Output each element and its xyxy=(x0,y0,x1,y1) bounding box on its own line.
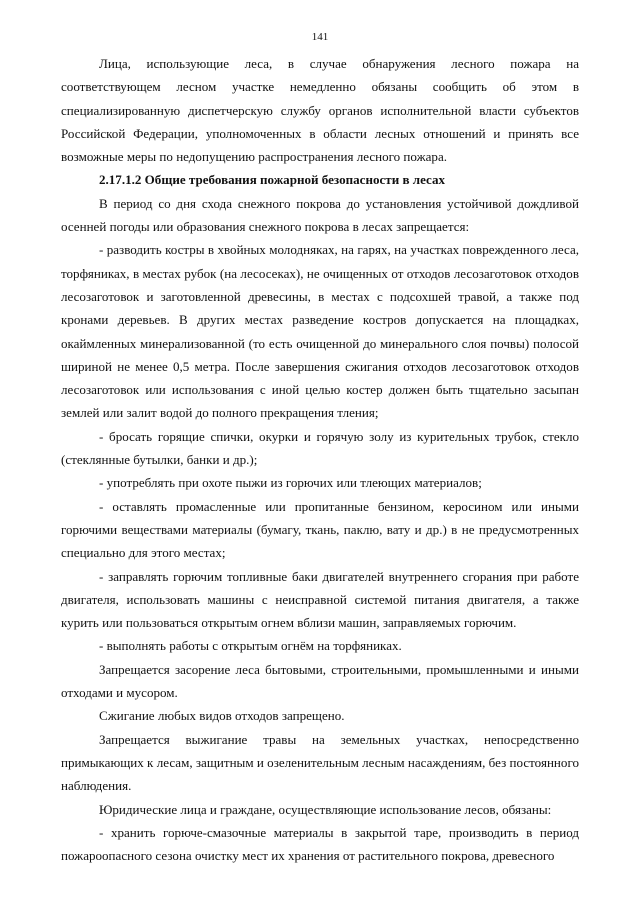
page-number: 141 xyxy=(311,31,329,43)
paragraph-grass-burning: Запрещается выжигание травы на земельных участках, непосредственно примыкающих к лесам, защитным и озеленительным лесным насаждениям, без постоянного наблюдения. xyxy=(61,731,579,794)
list-item-matches: - бросать горящие спички, окурки и горячую золу из курительных трубок, стекло (стеклянные бутылки, банки и др.); xyxy=(61,428,579,468)
paragraph-obligations: Юридические лица и граждане, осуществляющие использование лесов, обязаны: xyxy=(99,801,552,817)
section-heading: 2.17.1.2 Общие требования пожарной безопасности в лесах xyxy=(99,172,446,188)
list-item-peat-works: - выполнять работы с открытым огнём на торфяниках. xyxy=(99,638,402,654)
list-item-refueling: - заправлять горючим топливные баки двигателей внутреннего сгорания при работе двигателя, использовать машины с неисправной системой питания двигателя, а также курить или пользоваться открытым огнем вблизи машин, заправляемых горючим. xyxy=(61,568,579,631)
paragraph-fire-notification: Лица, использующие леса, в случае обнаружения лесного пожара на соответствующем лесном участке немедленно обязаны сообщить об этом в специализированную диспетчерскую службу органов исполнительной власти субъектов Российской Федерации, уполномоченных в области лесных отношений и принять все возможные меры по недопущению распространения лесного пожара. xyxy=(61,56,579,165)
list-item-oily-materials: - оставлять промасленные или пропитанные бензином, керосином или иными горючими веществами материалы (бумагу, ткань, паклю, вату и др.) в не предусмотренных специально для этого местах; xyxy=(61,498,579,561)
list-item-campfires: - разводить костры в хвойных молодняках, на гарях, на участках поврежденного леса, торфяниках, в местах рубок (на лесосеках), не очищенных от отходов лесозаготовок отходов лесозаготовок и заготовленной древесины, в местах с подсохшей травой, а также под кронами деревьев. В других местах разведение костров допускается на площадках, окаймленных минерализованной (то есть очищенной до минерального слоя почвы) полосой шириной не менее 0,5 метра. После завершения сжигания отходов лесозаготовок отходов лесозаготовок или использования с иной целью костер должен быть тщательно засыпан землей или залит водой до полного прекращения тления; xyxy=(61,242,579,421)
list-item-fuel-storage: - хранить горюче-смазочные материалы в закрытой таре, производить в период пожароопасного сезона очистку мест их хранения от растительного покрова, древесного xyxy=(61,824,579,864)
document-body xyxy=(61,52,579,867)
paragraph-littering: Запрещается засорение леса бытовыми, строительными, промышленными и иными отходами и мусором. xyxy=(61,661,579,701)
list-item-wads: - употреблять при охоте пыжи из горючих или тлеющих материалов; xyxy=(99,475,482,491)
paragraph-waste-burning: Сжигание любых видов отходов запрещено. xyxy=(99,708,345,724)
paragraph-period-prohibitions: В период со дня схода снежного покрова до установления устойчивой дождливой осенней погоды или образования снежного покрова в лесах запрещается: xyxy=(61,195,579,235)
